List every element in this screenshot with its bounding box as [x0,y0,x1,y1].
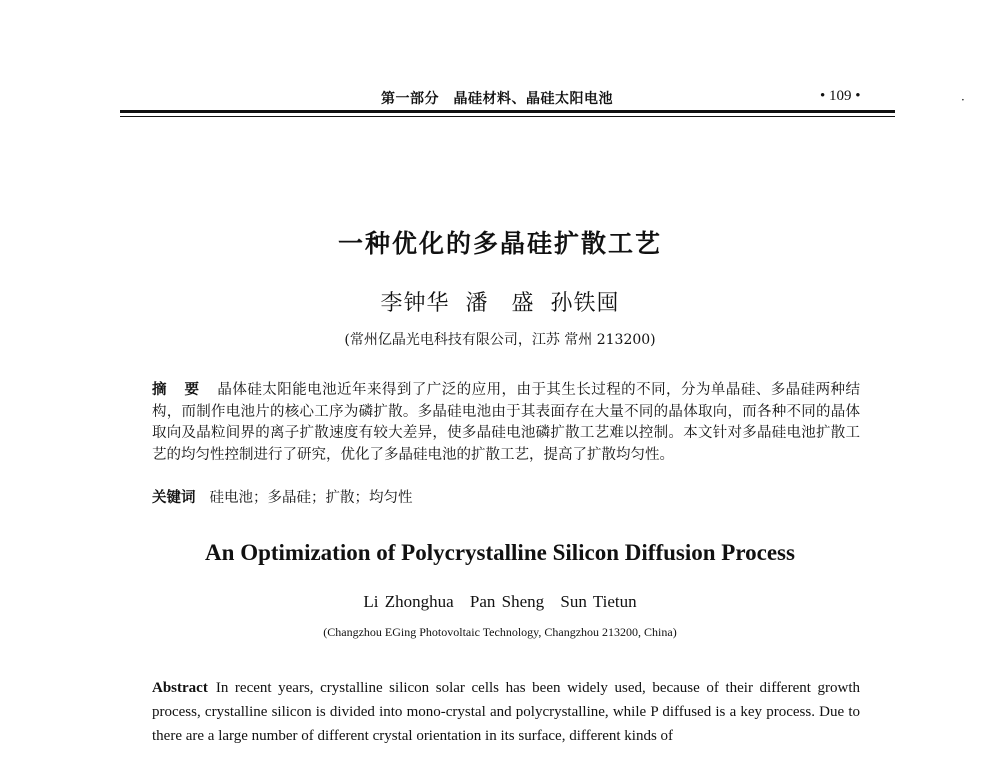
english-affiliation: (Changzhou EGing Photovoltaic Technology, Changzhou 213200, China) [323,625,677,639]
chinese-title: 一种优化的多晶硅扩散工艺 [337,229,662,258]
page-number: • 109 • [820,88,861,104]
english-abstract-label: Abstract [152,680,208,696]
chinese-keywords [152,486,860,507]
author-cn-2: 潘 盛 [465,291,535,316]
author-en-3: Sun Tietun [560,592,637,611]
stray-mark: · [961,93,965,107]
english-abstract-text: In recent years, crystalline silicon solar cells has been widely used, because of their different growth process, crystalline silicon is divided into mono-crystal and polycrystalline, while P diffused is a key process. Due to there are a large number of different crystal orientation in its surface, different kinds of [152,680,860,744]
english-title: An Optimization of Polycrystalline Silicon Diffusion Process [205,540,795,565]
running-header [0,88,1000,110]
header-rule-thin [120,116,895,117]
chinese-abstract-text: 晶体硅太阳能电池近年来得到了广泛的应用，由于其生长过程的不同，分为单晶硅、多晶硅两种结构，而制作电池片的核心工序为磷扩散。多晶硅电池由于其表面存在大量不同的晶体取向，而各种不同的晶体取向及晶粒间界的离子扩散速度有较大差异，使多晶硅电池磷扩散工艺难以控制。本文针对多晶硅电池扩散工艺的均匀性控制进行了研究，优化了多晶硅电池的扩散工艺，提高了扩散均匀性。 [152,382,860,463]
chinese-abstract-label: 摘 要 [152,382,206,398]
chinese-authors [0,286,1000,317]
chinese-affiliation: (常州亿晶光电科技有限公司，江苏 常州 213200) [344,332,656,348]
author-en-2: Pan Sheng [469,592,545,611]
chinese-keywords-text: 硅电池；多晶硅；扩散；均匀性 [209,490,413,506]
english-abstract [152,676,860,748]
author-cn-3: 孙铁囤 [550,291,620,316]
author-cn-1: 李钟华 [380,291,450,316]
header-rule-thick [120,110,895,113]
section-label: 第一部分 晶硅材料、晶硅太阳电池 [381,91,613,107]
chinese-keywords-label: 关键词 [152,490,196,506]
english-authors [0,592,1000,612]
author-en-1: Li Zhonghua [363,592,454,611]
chinese-abstract [152,380,860,466]
